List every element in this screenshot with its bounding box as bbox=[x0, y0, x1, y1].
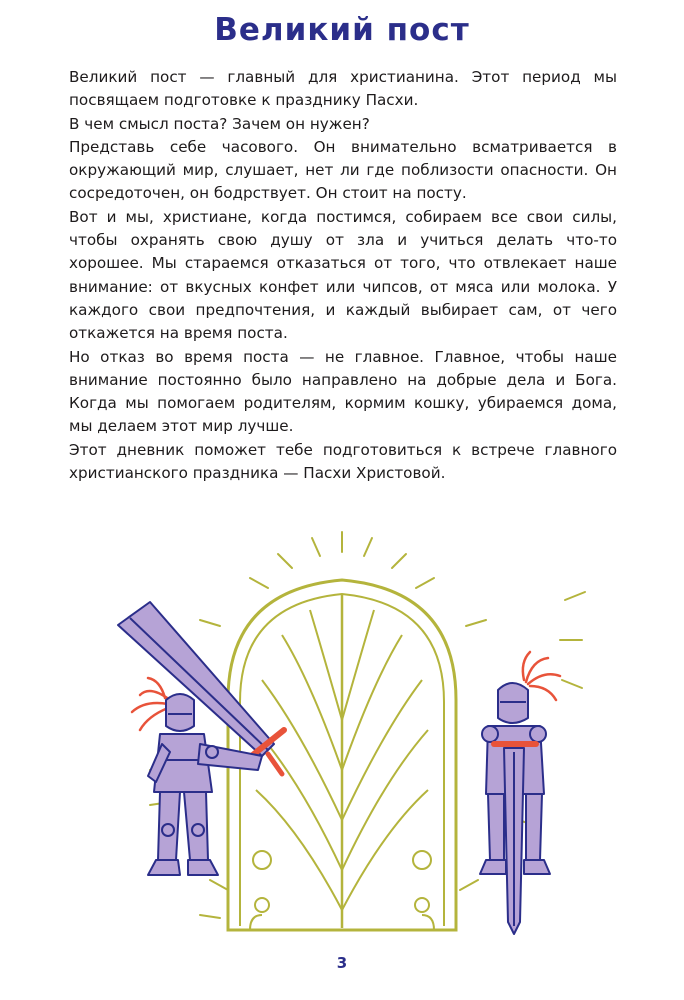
paragraph: Но отказ во время поста — не главное. Главное, чтобы наше внимание постоянно было направлено на добрые дела и Бога. Когда мы помогаем родителям, кормим кошку, убираемся дома, мы делаем этот мир лучше. bbox=[69, 347, 617, 436]
page-title: Великий пост bbox=[214, 12, 470, 48]
knight-left bbox=[118, 602, 284, 875]
paragraph: Этот дневник поможет тебе подготовиться к встрече главного христианского праздника — Пасхи Христовой. bbox=[69, 440, 617, 483]
paragraph: В чем смысл поста? Зачем он нужен? bbox=[69, 114, 370, 133]
paragraph: Вот и мы, христиане, когда постимся, собираем все свои силы, чтобы охранять свою душу от зла и учиться делать что-то хорошее. Мы стараемся отказаться от того, что отвлекает наше внимание: от вкусных конфет или чипсов, от мяса или молока. У каждого свои предпочтения, и каждый выбирает сам, от чего откажется на время поста. bbox=[69, 207, 617, 343]
page-number: 3 bbox=[336, 954, 348, 972]
knights-and-gate-illustration bbox=[0, 530, 684, 950]
paragraph: Представь себе часового. Он внимательно всматривается в окружающий мир, слушает, нет ли где поблизости опасности. Он сосредоточен, он бодрствует. Он стоит на посту. bbox=[69, 137, 617, 203]
plume bbox=[132, 678, 170, 730]
knight-right bbox=[480, 652, 560, 934]
paragraph: Великий пост — главный для христианина. Этот период мы посвящаем подготовке к празднику Пасхи. bbox=[69, 68, 617, 110]
body-text bbox=[69, 66, 617, 485]
